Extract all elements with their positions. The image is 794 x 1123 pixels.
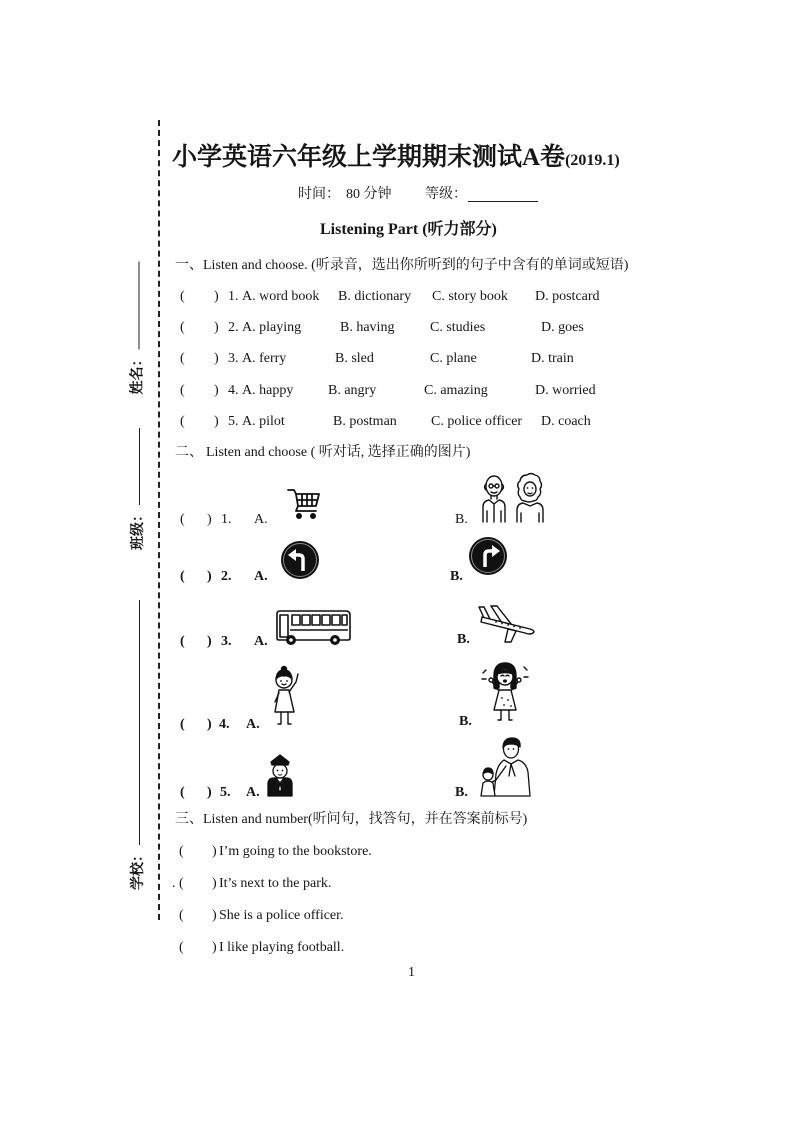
section3-answer-2: [0, 875, 794, 893]
school-label: 学校：: [131, 848, 146, 890]
answer-bracket-open: (: [180, 569, 185, 584]
option-c: C. police officer: [431, 414, 523, 429]
option-a: A. playing: [242, 320, 302, 335]
option-a-label: A.: [246, 717, 260, 732]
section2-number: 二、: [175, 445, 203, 460]
section2-question-2: [0, 536, 794, 584]
option-a: A. pilot: [242, 414, 285, 429]
answer-sentence: She is a police officer.: [219, 908, 344, 923]
option-b: B. postman: [333, 414, 397, 429]
answer-sentence: It’s next to the park.: [219, 876, 332, 891]
time-label: 时间：: [298, 187, 340, 202]
answer-bracket-open: (: [180, 512, 185, 527]
option-a: A. happy: [242, 383, 294, 398]
option-d: D. coach: [541, 414, 591, 429]
exam-info-line: [0, 186, 794, 204]
option-a-label: A.: [254, 569, 268, 584]
time-value: 80 分钟: [346, 187, 392, 202]
section3-answer-3: [0, 907, 794, 925]
answer-bracket-close: ): [214, 289, 219, 304]
option-c: C. story book: [432, 289, 508, 304]
grade-blank-line: [468, 201, 538, 202]
answer-bracket-close: ): [207, 512, 212, 527]
answer-bracket-close: ): [212, 940, 217, 955]
section2-title: Listen and choose ( 听对话, 选择正确的图片): [206, 445, 471, 460]
answer-bracket-close: ): [214, 383, 219, 398]
answer-bracket-open: (: [180, 717, 185, 732]
answer-bracket-open: (: [180, 785, 185, 800]
question-number: 5.: [220, 785, 231, 800]
section3-heading: 三、Listen and number(听问句，找答句，并在答案前标号): [175, 812, 528, 827]
airplane-image: [476, 603, 538, 643]
name-label: 姓名：: [130, 352, 146, 395]
section1-question-4: [0, 382, 794, 400]
question-number: 3.: [228, 351, 239, 366]
grade-label: 等级：: [425, 187, 467, 202]
exam-date: (2019.1): [565, 152, 620, 169]
answer-bracket-close: ): [214, 351, 219, 366]
question-number: 2.: [228, 320, 239, 335]
section3-answer-1: [0, 843, 794, 861]
answer-bracket-close: ): [207, 569, 212, 584]
answer-bracket-open: (: [180, 634, 185, 649]
section2-question-4: [0, 660, 794, 732]
answer-bracket-close: ): [207, 785, 212, 800]
answer-sentence: I like playing football.: [219, 940, 345, 955]
answer-bracket-close: ): [207, 634, 212, 649]
option-b: B. dictionary: [338, 289, 412, 304]
option-b: B. having: [340, 320, 395, 335]
option-b-label: B.: [459, 714, 472, 729]
answer-bracket-open: (: [180, 351, 185, 366]
page-title: [172, 141, 620, 178]
girl-image: [266, 666, 304, 730]
answer-bracket-open: (: [180, 414, 185, 429]
section1-question-2: [0, 319, 794, 337]
bus-image: [274, 608, 352, 648]
answer-bracket-close: ): [214, 320, 219, 335]
answer-bracket-open: (: [179, 908, 184, 923]
option-d: D. postcard: [535, 289, 600, 304]
answer-bracket-open: (: [179, 876, 184, 891]
option-a-label: A.: [246, 785, 260, 800]
question-number: 1.: [228, 289, 239, 304]
option-d: D. goes: [541, 320, 584, 335]
excited-girl-image: [478, 660, 532, 724]
option-b-label: B.: [450, 569, 463, 584]
elderly-couple-image: [480, 472, 548, 524]
answer-sentence: I’m going to the bookstore.: [219, 844, 372, 859]
question-number: 1.: [221, 512, 232, 527]
option-c: C. plane: [430, 351, 477, 366]
answer-bracket-open: (: [179, 940, 184, 955]
answer-bracket-open: (: [180, 289, 185, 304]
section1-question-3: [0, 350, 794, 368]
stray-mark: .: [172, 876, 176, 891]
turn-left-sign-image: [280, 540, 320, 580]
option-b: B. angry: [328, 383, 377, 398]
page-number: 1: [408, 965, 415, 980]
answer-bracket-close: ): [212, 844, 217, 859]
section1-question-1: [0, 288, 794, 306]
police-officer-image: [265, 752, 295, 798]
option-c: C. amazing: [424, 383, 488, 398]
section1-question-5: [0, 413, 794, 431]
section2-question-3: [0, 603, 794, 649]
question-number: 2.: [221, 569, 232, 584]
answer-bracket-close: ): [212, 876, 217, 891]
answer-bracket-open: (: [180, 320, 185, 335]
man-with-child-image: [476, 736, 532, 798]
option-c: C. studies: [430, 320, 486, 335]
section2-question-5: [0, 736, 794, 800]
option-b: B. sled: [335, 351, 374, 366]
option-d: D. worried: [535, 383, 596, 398]
shopping-cart-image: [286, 486, 322, 522]
option-a-label: A.: [254, 512, 268, 527]
exam-title: 小学英语六年级上学期期末测试A卷: [172, 144, 566, 171]
question-number: 5.: [228, 414, 239, 429]
question-number: 4.: [219, 717, 230, 732]
turn-right-sign-image: [468, 536, 508, 576]
answer-bracket-open: (: [179, 844, 184, 859]
section1-heading: 一、Listen and choose. (听录音，选出你所听到的句子中含有的单词或短语): [175, 258, 629, 273]
question-number: 4.: [228, 383, 239, 398]
answer-bracket-close: ): [212, 908, 217, 923]
section3-answer-4: [0, 939, 794, 957]
question-number: 3.: [221, 634, 232, 649]
option-b-label: B.: [455, 512, 468, 527]
option-a: A. ferry: [242, 351, 287, 366]
option-a: A. word book: [242, 289, 320, 304]
option-b-label: B.: [457, 632, 470, 647]
answer-bracket-close: ): [214, 414, 219, 429]
section2-heading: [0, 444, 794, 462]
option-a-label: A.: [254, 634, 268, 649]
option-d: D. train: [531, 351, 574, 366]
option-b-label: B.: [455, 785, 468, 800]
class-label: 班级：: [131, 508, 146, 550]
section2-question-1: [0, 470, 794, 526]
answer-bracket-close: ): [207, 717, 212, 732]
answer-bracket-open: (: [180, 383, 185, 398]
part-title: Listening Part (听力部分): [320, 221, 497, 238]
